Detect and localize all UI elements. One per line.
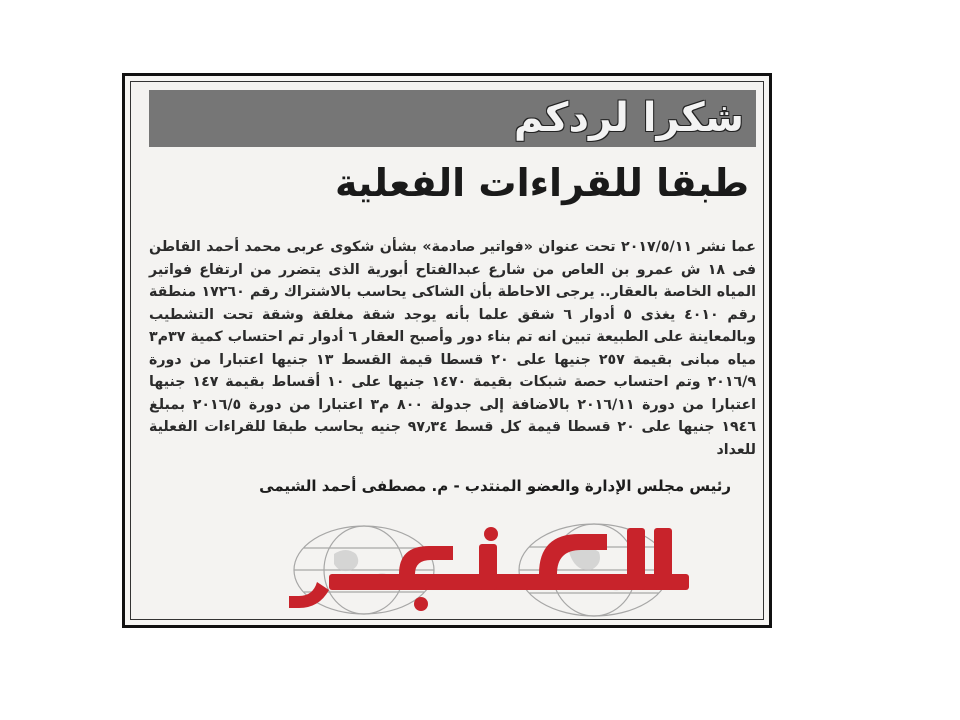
al-akhbar-logo-icon xyxy=(149,514,756,620)
article-body: عما نشر ٢٠١٧/٥/١١ تحت عنوان «فواتير صادمة» بشأن شكوى عربى محمد أحمد القاطن فى ١٨ ش عمرو بن العاص من شارع عبدالفتاح أبورية الذى يتضرر من ارتفاع فواتير المياه الخاصة بالعقار.. يرجى الاحاطة بأن الشاكى يحاسب بالاشتراك رقم ١٧٢٦٠ منطقة رقم ٤٠١٠ يغذى ٥ أدوار ٦ شقق علما بأنه يوجد شقة مغلقة وشقة تحت التشطيب وبالمعاينة على الطبيعة تبين انه تم بناء دور وأصبح العقار ٦ أدوار تم احتساب كمية ٣٧م٣ مياه مبانى بقيمة ٢٥٧ جنيها على ٢٠ قسطا قيمة القسط ١٣ جنيها اعتبارا من دورة ٢٠١٦/٩ وتم احتساب حصة شبكات بقيمة ١٤٧٠ جنيها على ١٠ أقساط بقيمة ١٤٧ جنيها اعتبارا من دورة ٢٠١٦/١١ بالاضافة إلى جدولة ٨٠٠ م٣ اعتبارا من دورة ٢٠١٦/٥ بمبلغ ١٩٤٦ جنيها على ٢٠ قسطا قيمة كل قسط ٩٧٫٣٤ جنيه يحاسب طبقا للقراءات الفعلية للعداد xyxy=(149,239,757,458)
clipping-content xyxy=(130,81,764,620)
section-banner xyxy=(149,90,756,147)
signature: رئيس مجلس الإدارة والعضو المنتدب - م. مصطفى أحمد الشيمى xyxy=(259,477,731,495)
newspaper-clipping xyxy=(122,73,772,628)
masthead-logo xyxy=(149,514,756,620)
headline: طبقا للقراءات الفعلية xyxy=(335,161,749,205)
section-title: شكرا لردكم xyxy=(513,95,744,141)
